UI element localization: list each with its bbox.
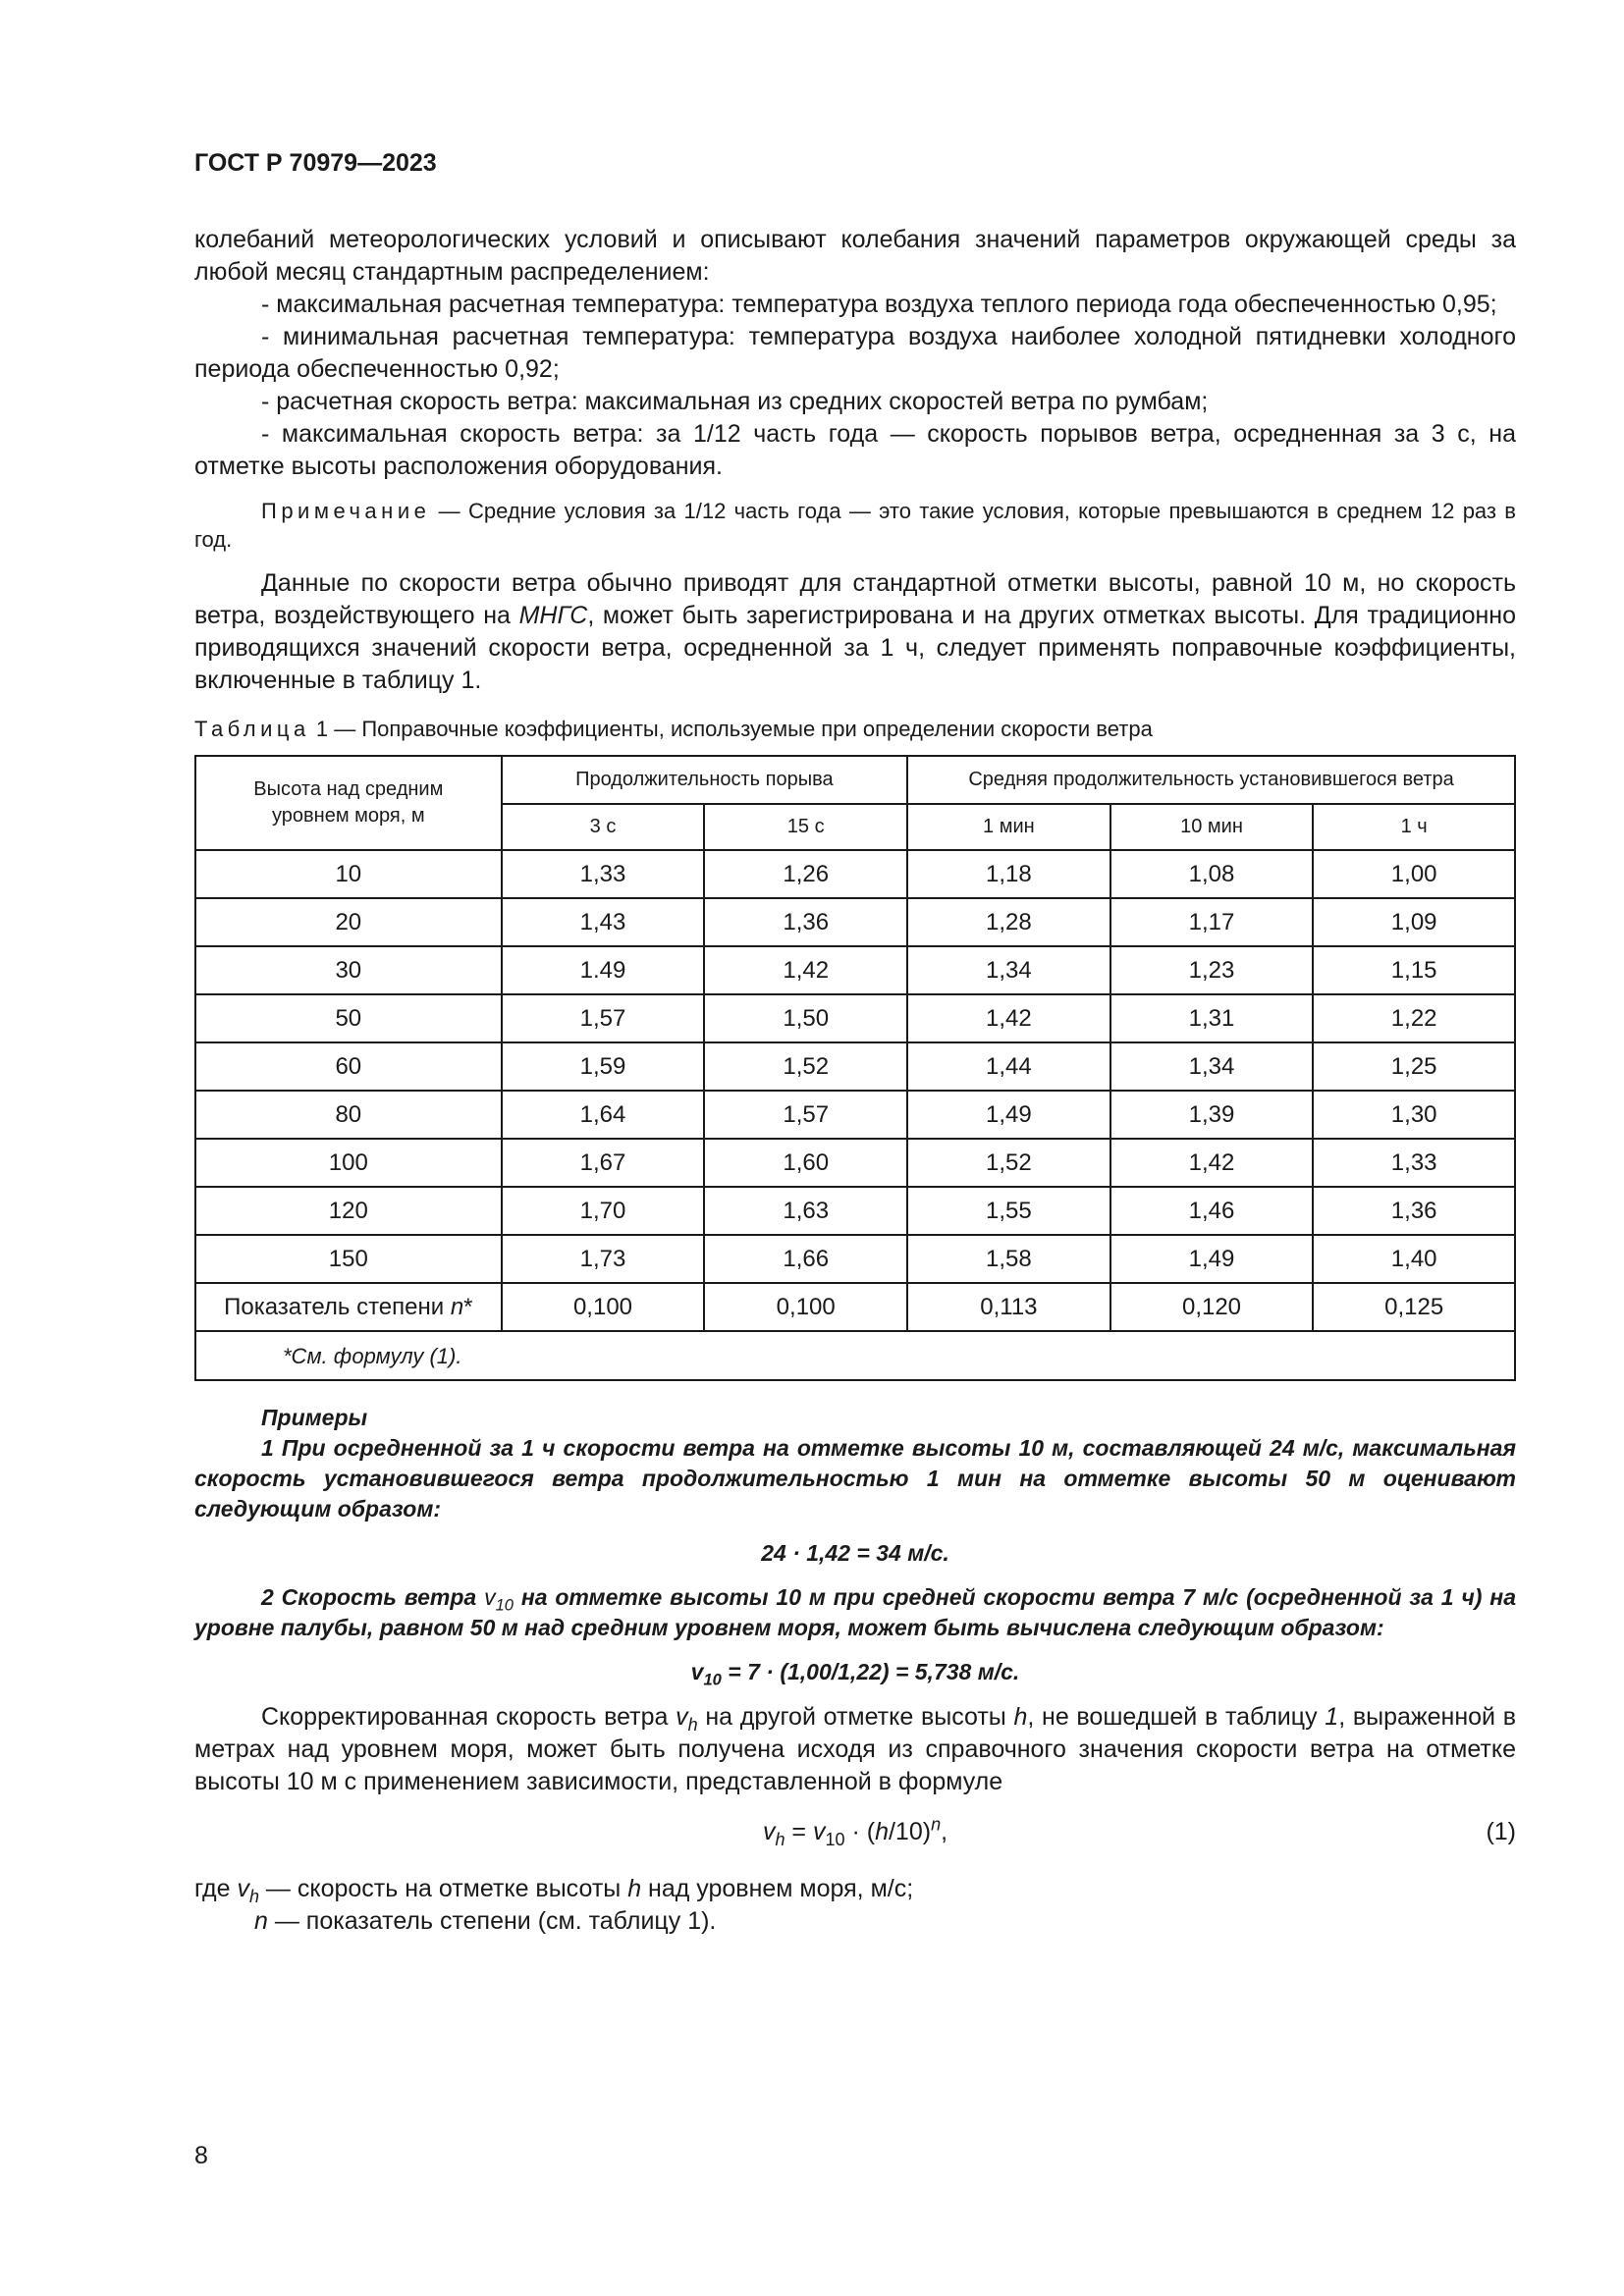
- subscript: h: [775, 1830, 785, 1849]
- table-cell: 1,36: [1313, 1187, 1515, 1235]
- row-header-height: 120: [195, 1187, 502, 1235]
- subscript: h: [687, 1715, 698, 1735]
- exponent: n: [931, 1814, 942, 1835]
- table-body: [195, 850, 1515, 1380]
- column-header: 1 ч: [1313, 804, 1515, 850]
- text: Данные по скорости ветра обычно приводят для стандартной отметки высоты, равной 10 м, но скорость ветра, воздействующего на: [194, 569, 1516, 629]
- table-cell: 1,67: [502, 1139, 705, 1187]
- correction-factors-table: [194, 755, 1516, 1381]
- table-cell: 1,52: [907, 1139, 1110, 1187]
- variable: v: [690, 1659, 704, 1684]
- table-cell: 0,120: [1110, 1283, 1314, 1331]
- text: /10): [888, 1818, 932, 1845]
- table-cell: 1,33: [502, 850, 705, 898]
- table-cell: 1,64: [502, 1091, 705, 1139]
- table-cell: 1,58: [907, 1235, 1110, 1283]
- table-row: [195, 1235, 1515, 1283]
- table-cell: 1.49: [502, 946, 705, 994]
- page-content: [194, 224, 1516, 1938]
- note-text: — Средние условия за 1/12 часть года — это такие условия, которые превышаются в среднем 12 раз в год.: [194, 499, 1516, 552]
- example-1: 1 При осредненной за 1 ч скорости ветра на отметке высоты 10 м, составляющей 24 м/с, максимальная скорость установившегося ветра продолжительностью 1 мин на отметке высоты 50 м оценивают следующим образом:: [194, 1435, 1516, 1522]
- subscript: 10: [495, 1595, 514, 1615]
- column-header: 15 с: [704, 804, 907, 850]
- text: =: [785, 1818, 813, 1845]
- list-item: - максимальная скорость ветра: за 1/12 часть года — скорость порывов ветра, осредненная за 3 с, на отметке высоты расположения оборудования.: [194, 420, 1516, 480]
- table-cell: 1,34: [907, 946, 1110, 994]
- formula-number: (1): [1486, 1818, 1516, 1845]
- page-header: ГОСТ Р 70979—2023: [194, 149, 437, 177]
- row-header-height: 150: [195, 1235, 502, 1283]
- text: = 7 · (1,00/1,22) = 5,738 м/с.: [721, 1659, 1020, 1684]
- table-cell: 1,42: [1110, 1139, 1314, 1187]
- text: , может быть зарегистрирована и на других отметках высоты. Для традиционно приводящихся значений скорости ветра, осредненной за 1 ч, следует применять поправочные коэффициенты, включенные в таблицу 1.: [194, 602, 1517, 694]
- table-row: [195, 994, 1515, 1042]
- row-header-height: 10: [195, 850, 502, 898]
- table-cell: 0,100: [704, 1283, 907, 1331]
- table-cell: 1,22: [1313, 994, 1515, 1042]
- table-cell: 1,42: [704, 946, 907, 994]
- subscript: h: [248, 1887, 259, 1906]
- variable: h: [627, 1875, 642, 1902]
- row-header-height: 20: [195, 898, 502, 946]
- row-header-height: 100: [195, 1139, 502, 1187]
- list-item: - минимальная расчетная температура: температура воздуха наиболее холодной пятидневки холодного периода обеспеченностью 0,92;: [194, 323, 1516, 383]
- column-group-gust: Продолжительность порыва: [502, 756, 907, 804]
- table-cell: 1,49: [907, 1091, 1110, 1139]
- where-line-1: [194, 1873, 1516, 1905]
- variable: n: [254, 1907, 268, 1935]
- row-header-height: 30: [195, 946, 502, 994]
- table-row: [195, 946, 1515, 994]
- text: на другой отметке высоты: [697, 1703, 1014, 1731]
- row-header-height: 80: [195, 1091, 502, 1139]
- table-reference: 1: [1325, 1703, 1339, 1731]
- table-cell: 1,23: [1110, 946, 1314, 994]
- table-cell: 1,44: [907, 1042, 1110, 1091]
- table-cell: 1,55: [907, 1187, 1110, 1235]
- table-cell: 0,100: [502, 1283, 705, 1331]
- table-cell: 1,00: [1313, 850, 1515, 898]
- row-header-height: 50: [195, 994, 502, 1042]
- variable: v: [676, 1703, 688, 1731]
- table-cell: 1,63: [704, 1187, 907, 1235]
- column-header: 3 с: [502, 804, 705, 850]
- table-cell: 1,59: [502, 1042, 705, 1091]
- table-row: [195, 1139, 1515, 1187]
- table-cell: 1,30: [1313, 1091, 1515, 1139]
- table-row: [195, 898, 1515, 946]
- example-2: [194, 1582, 1516, 1643]
- abbreviation: МНГС: [518, 602, 588, 629]
- table-cell: 1,33: [1313, 1139, 1515, 1187]
- example-2-formula: [194, 1657, 1516, 1687]
- table-cell: 1,42: [907, 994, 1110, 1042]
- text: Показатель степени: [224, 1294, 451, 1320]
- table-cell: 1,31: [1110, 994, 1314, 1042]
- row-header-height: 60: [195, 1042, 502, 1091]
- table-cell: 1,57: [502, 994, 705, 1042]
- table-cell: 1,49: [1110, 1235, 1314, 1283]
- table-cell: 1,39: [1110, 1091, 1314, 1139]
- list-item: - расчетная скорость ветра: максимальная из средних скоростей ветра по румбам;: [261, 388, 1209, 415]
- table-cell: 0,125: [1313, 1283, 1515, 1331]
- table-cell: 1,52: [704, 1042, 907, 1091]
- wind-data-paragraph: [194, 567, 1516, 697]
- table-row: [195, 850, 1515, 898]
- table-cell: 1,25: [1313, 1042, 1515, 1091]
- table-cell: 1,50: [704, 994, 907, 1042]
- table-cell: 1,08: [1110, 850, 1314, 898]
- variable: h: [1013, 1703, 1028, 1731]
- text: ,: [941, 1818, 948, 1845]
- table-cell: 1,09: [1313, 898, 1515, 946]
- table-cell: 1,34: [1110, 1042, 1314, 1091]
- row-header-exponent: [195, 1283, 502, 1331]
- text: над уровнем моря, м/с;: [641, 1875, 914, 1902]
- intro-paragraph: колебаний метеорологических условий и описывают колебания значений параметров окружающей среды за любой месяц стандартным распределением:: [194, 226, 1516, 286]
- table-row: [195, 1283, 1515, 1331]
- variable: h: [875, 1818, 889, 1845]
- variable: v: [762, 1818, 776, 1845]
- text: , выраженной в метрах над уровнем моря, может быть получена исходя из справочного значения скорости ветра на отметке высоты 10 м с применением зависимости, представленной в формуле: [194, 1703, 1516, 1795]
- table-cell: 1,15: [1313, 946, 1515, 994]
- table-row: [195, 1042, 1515, 1091]
- table-cell: 1,18: [907, 850, 1110, 898]
- table-cell: 1,26: [704, 850, 907, 898]
- table-cell: 0,113: [907, 1283, 1110, 1331]
- footnote-mark: *: [463, 1294, 473, 1320]
- text: 2 Скорость ветра: [261, 1584, 485, 1610]
- variable: v: [812, 1818, 826, 1845]
- where-line-2: [194, 1905, 1516, 1938]
- table-caption-label: Таблица: [194, 717, 310, 741]
- table-cell: 1,28: [907, 898, 1110, 946]
- table-cell: 1,66: [704, 1235, 907, 1283]
- note: [194, 497, 1516, 554]
- column-group-steady: Средняя продолжительность установившегося ветра: [907, 756, 1515, 804]
- text: , не вошедшей в таблицу: [1027, 1703, 1326, 1731]
- examples-title: Примеры: [261, 1405, 368, 1430]
- note-label: Примечание: [261, 499, 431, 523]
- column-header: 10 мин: [1110, 804, 1314, 850]
- variable: v: [237, 1875, 249, 1902]
- formula-1: [194, 1816, 1516, 1855]
- formula-expression: [194, 1816, 1516, 1848]
- page-number: 8: [194, 2142, 208, 2169]
- table-row: [195, 1091, 1515, 1139]
- text: — скорость на отметке высоты: [258, 1875, 628, 1902]
- text: где: [194, 1875, 238, 1902]
- table-footnote-row: [195, 1331, 1515, 1380]
- table-cell: 1,36: [704, 898, 907, 946]
- subscript: 10: [703, 1670, 722, 1689]
- table-row: [195, 1187, 1515, 1235]
- corrected-speed-paragraph: [194, 1701, 1516, 1798]
- table-cell: 1,43: [502, 898, 705, 946]
- table-cell: 1,70: [502, 1187, 705, 1235]
- column-header: 1 мин: [907, 804, 1110, 850]
- text: Скорректированная скорость ветра: [261, 1703, 677, 1731]
- table-caption: [194, 715, 1516, 743]
- variable: n: [450, 1294, 464, 1320]
- subscript: 10: [825, 1830, 845, 1849]
- text: · (: [844, 1818, 876, 1845]
- table-cell: 1,40: [1313, 1235, 1515, 1283]
- list-item: - максимальная расчетная температура: температура воздуха теплого периода года обеспеченностью 0,95;: [261, 291, 1497, 318]
- table-caption-text: 1 — Поправочные коэффициенты, используемые при определении скорости ветра: [309, 717, 1153, 741]
- variable: v: [484, 1584, 496, 1610]
- example-1-formula: 24 · 1,42 = 34 м/с.: [761, 1540, 949, 1566]
- column-header-height: Высота над средним уровнем моря, м: [195, 756, 502, 850]
- text: — показатель степени (см. таблицу 1).: [267, 1907, 717, 1935]
- text: на отметке высоты 10 м при средней скорости ветра 7 м/с (осредненной за 1 ч) на уровне палубы, равном 50 м над средним уровнем моря, может быть вычислена следующим образом:: [194, 1584, 1516, 1640]
- table-cell: 1,57: [704, 1091, 907, 1139]
- table-cell: 1,73: [502, 1235, 705, 1283]
- table-cell: 1,46: [1110, 1187, 1314, 1235]
- table-cell: 1,17: [1110, 898, 1314, 946]
- table-footnote: *См. формулу (1).: [195, 1331, 1515, 1380]
- table-cell: 1,60: [704, 1139, 907, 1187]
